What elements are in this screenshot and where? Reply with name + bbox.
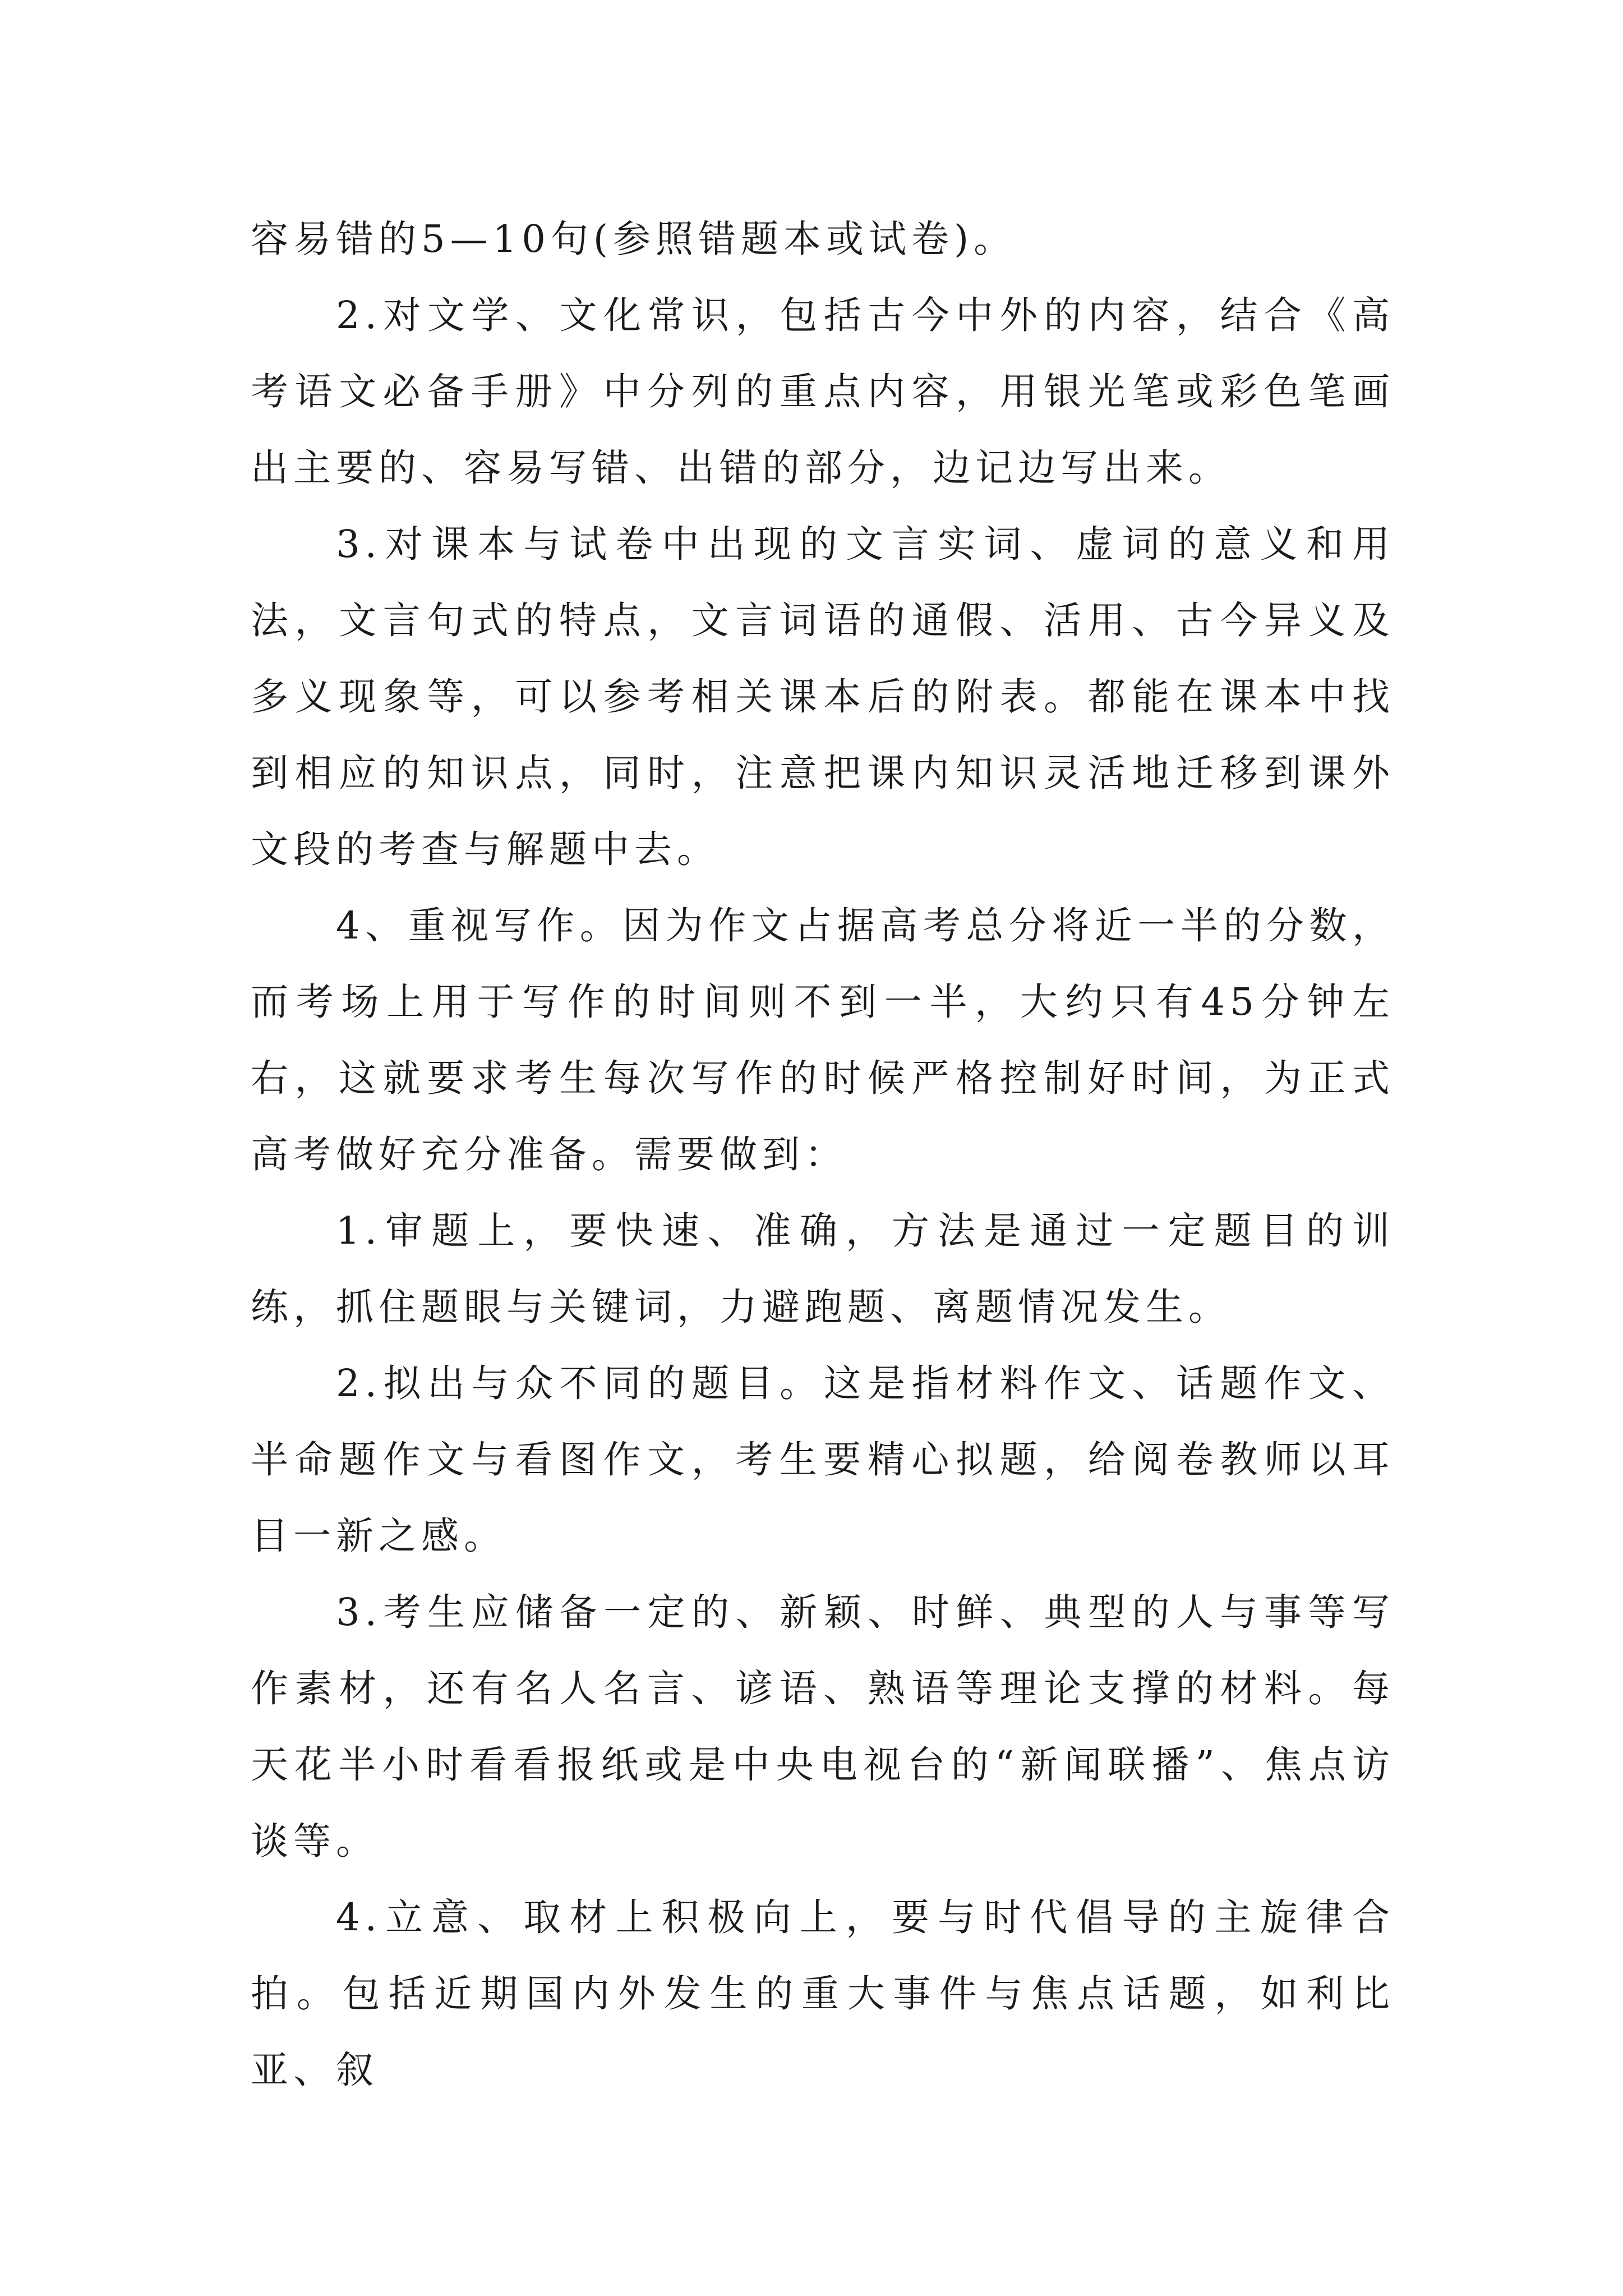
- paragraph-theme-selection: 4.立意、取材上积极向上，要与时代倡导的主旋律合拍。包括近期国内外发生的重大事件与焦点话题，如利比亚、叙: [251, 1895, 1395, 2092]
- paragraph-literature-knowledge: 2.对文学、文化常识，包括古今中外的内容，结合《高考语文必备手册》中分列的重点内容，用银光笔或彩色笔画出主要的、容易写错、出错的部分，边记边写出来。: [251, 293, 1395, 490]
- paragraph-writing-materials: 3.考生应储备一定的、新颖、时鲜、典型的人与事等写作素材，还有名人名言、谚语、熟语等理论支撑的材料。每天花半小时看看报纸或是中央电视台的“新闻联播”、焦点访谈等。: [251, 1590, 1395, 1863]
- paragraph-classical-chinese: 3.对课本与试卷中出现的文言实词、虚词的意义和用法，文言句式的特点，文言词语的通假、活用、古今异义及多义现象等，可以参考相关课本后的附表。都能在课本中找到相应的知识点，同时，注意把课内知识灵活地迁移到课外文段的考查与解题中去。: [251, 522, 1395, 871]
- paragraph-writing-importance: 4、重视写作。因为作文占据高考总分将近一半的分数，而考场上用于写作的时间则不到一半，大约只有45分钟左右，这就要求考生每次写作的时候严格控制好时间，为正式高考做好充分准备。需要做到：: [251, 904, 1395, 1176]
- paragraph-topic-review: 1.审题上，要快速、准确，方法是通过一定题目的训练，抓住题眼与关键词，力避跑题、离题情况发生。: [251, 1209, 1395, 1329]
- document-body: [251, 201, 1395, 2108]
- paragraph-continuation: 容易错的5—10句(参照错题本或试卷)。: [251, 217, 1017, 261]
- paragraph-title-drafting: 2.拟出与众不同的题目。这是指材料作文、话题作文、半命题作文与看图作文，考生要精心拟题，给阅卷教师以耳目一新之感。: [251, 1361, 1395, 1558]
